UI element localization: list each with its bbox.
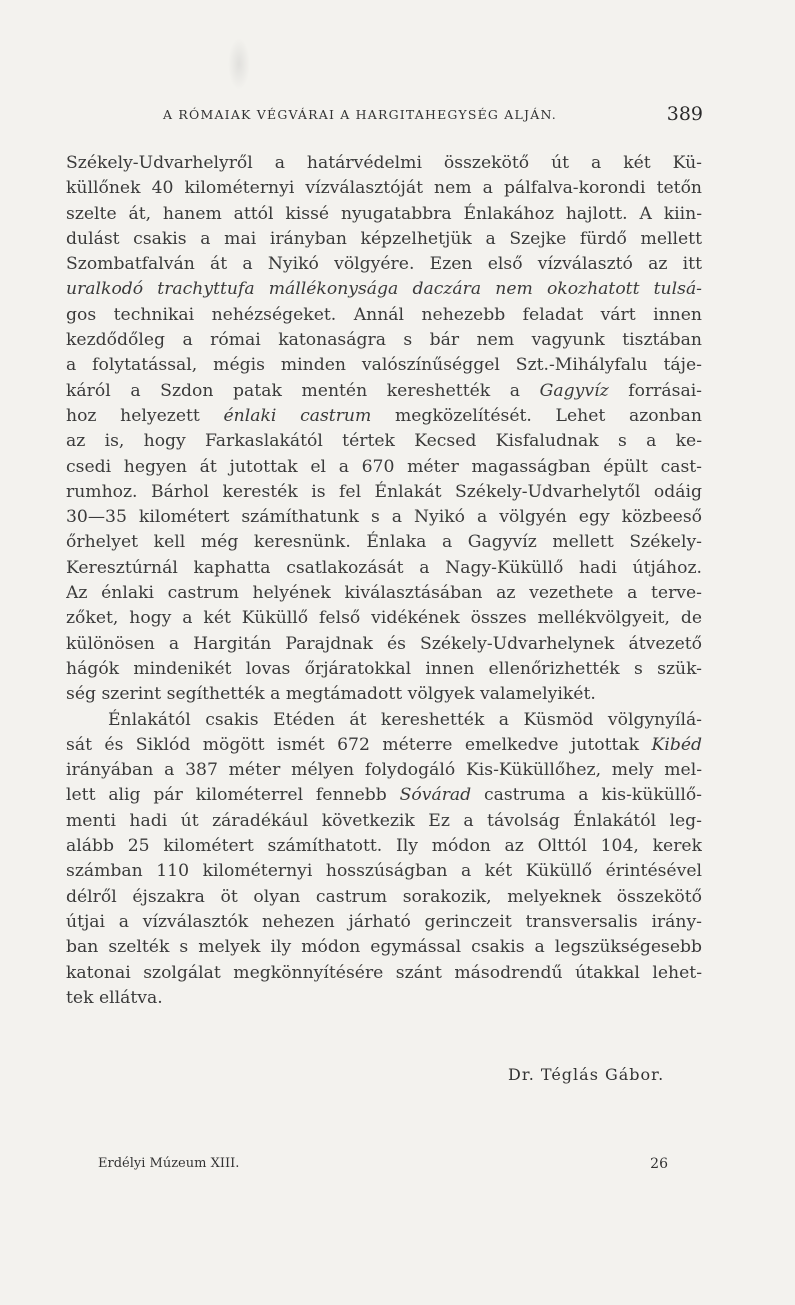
text-line [66,682,702,707]
text-run: útjai a vízválasztók nehezen járható gerinczeit transversalis irány- [66,911,702,932]
paper-stain [228,38,250,90]
text-line [66,581,702,606]
text-run: káról a Szdon patak mentén kereshették a [66,380,540,401]
publication-name: Erdélyi Múzeum XIII. [98,1156,240,1171]
text-run: kezdődőleg a római katonaságra s bár nem vagyunk tisztában [66,330,702,351]
text-run: lett alig pár kilométerrel fennebb [66,785,400,806]
italic-term: énlaki castrum [223,405,372,426]
text-run: rumhoz. Bárhol keresték is fel Énlakát Székely-Udvarhelytől odáig [66,481,702,502]
italic-term: Sóvárad [399,785,472,806]
text-line [66,708,702,733]
italic-term: Gagyvíz [539,380,609,401]
text-line [66,935,702,960]
text-run: Székely-Udvarhelyről a határvédelmi összekötő út a két Kü- [66,153,702,173]
text-run: castruma a kis-küküllő- [471,785,702,806]
text-line [66,202,702,227]
text-line [66,455,702,480]
text-run: irányában a 387 méter mélyen folydogáló Kis-Küküllőhez, mely mel- [66,760,702,781]
text-run: forrásai- [608,380,702,401]
text-line [66,657,702,682]
text-run: különösen a Hargitán Parajdnak és Székely-Udvarhelynek átvezető [66,633,702,654]
text-line [66,176,702,201]
text-run: ség szerint segíthették a megtámadott völgyek valamelyikét. [66,684,596,705]
text-line [66,151,702,176]
text-line [66,758,702,783]
text-run: délről éjszakra öt olyan castrum sorakozik, melyeknek összekötő [66,886,702,907]
signature-mark: 26 [650,1156,668,1172]
text-line [66,227,702,252]
text-line [66,379,702,404]
text-line [66,632,702,657]
text-run: küllőnek 40 kilométernyi vízválasztóját nem a pálfalva-korondi tetőn [66,178,702,199]
text-run: az is, hogy Farkaslakától tértek Kecsed Kisfaludnak s a ke- [66,431,702,452]
text-line [66,986,702,1011]
text-run: hoz helyezett [66,405,224,426]
italic-term: Kibéd [651,734,702,755]
text-run: hágók mindenikét lovas őrjáratokkal innen ellenőrizhették s szük- [66,658,702,679]
italic-term: uralkodó trachyttufa mállékonysága daczára nem okozhatott tulsá- [66,279,702,300]
text-line [66,834,702,859]
text-line [66,961,702,986]
page-footer [98,1156,668,1178]
text-line [66,353,702,378]
text-line [66,277,702,302]
text-run: őrhelyet kell még keresnünk. Énlaka a Gagyvíz mellett Székely- [66,532,702,553]
text-run: alább 25 kilométert számíthatott. Ily módon az Olttól 104, kerek [66,836,702,857]
text-run: megközelítését. Lehet azonban [371,405,702,426]
text-line [66,809,702,834]
text-line [66,606,702,631]
page-number: 389 [666,103,703,125]
text-line [66,885,702,910]
text-run: Szombatfalván át a Nyikó völgyére. Ezen első vízválasztó az itt [66,254,702,275]
text-run: 30—35 kilométert számíthatunk s a Nyikó a völgyén egy közbeeső [66,507,702,528]
body-text [66,151,702,1011]
text-run: csedi hegyen át jutottak el a 670 méter magasságban épült cast- [66,456,702,477]
text-line [66,505,702,530]
text-line [66,252,702,277]
running-title: A RÓMAIAK VÉGVÁRAI A HARGITAHEGYSÉG ALJÁN. [163,107,557,122]
running-head [163,103,703,127]
text-run: menti hadi út záradékául következik Ez a távolság Énlakától leg- [66,810,702,831]
text-run: ban szelték s melyek ily módon egymással csakis a legszükségesebb [66,937,702,958]
text-run: a folytatással, mégis minden valószínűséggel Szt.-Mihályfalu táje- [66,355,702,376]
text-line [66,328,702,353]
text-line [66,530,702,555]
text-run: számban 110 kilométernyi hosszúságban a két Küküllő érintésével [66,861,702,882]
text-line [66,429,702,454]
text-run: Énlakától csakis Etéden át kereshették a Küsmöd völgynyílá- [108,709,702,730]
text-line [66,404,702,429]
text-line [66,733,702,758]
author-signature: Dr. Téglás Gábor. [508,1065,665,1084]
text-run: Keresztúrnál kaphatta csatlakozását a Nagy-Küküllő hadi útjához. [66,557,702,578]
text-run: katonai szolgálat megkönnyítésére szánt másodrendű útakkal lehet- [66,962,702,983]
text-run: tek ellátva. [66,987,163,1008]
text-line [66,859,702,884]
text-run: sát és Siklód mögött ismét 672 méterre emelkedve jutottak [66,734,652,755]
text-run: gos technikai nehézségeket. Annál nehezebb feladat várt innen [66,304,702,325]
text-run: zőket, hogy a két Küküllő felső vidékének összes mellékvölgyeit, de [66,608,702,629]
text-line [66,783,702,808]
text-line [66,480,702,505]
text-line [66,303,702,328]
text-line [66,910,702,935]
text-line [66,556,702,581]
text-run: szelte át, hanem attól kissé nyugatabbra Énlakához hajlott. A kiin- [66,203,702,224]
text-run: Az énlaki castrum helyének kiválasztásában az vezethete a terve- [66,583,702,604]
text-run: dulást csakis a mai irányban képzelhetjük a Szejke fürdő mellett [66,228,702,249]
